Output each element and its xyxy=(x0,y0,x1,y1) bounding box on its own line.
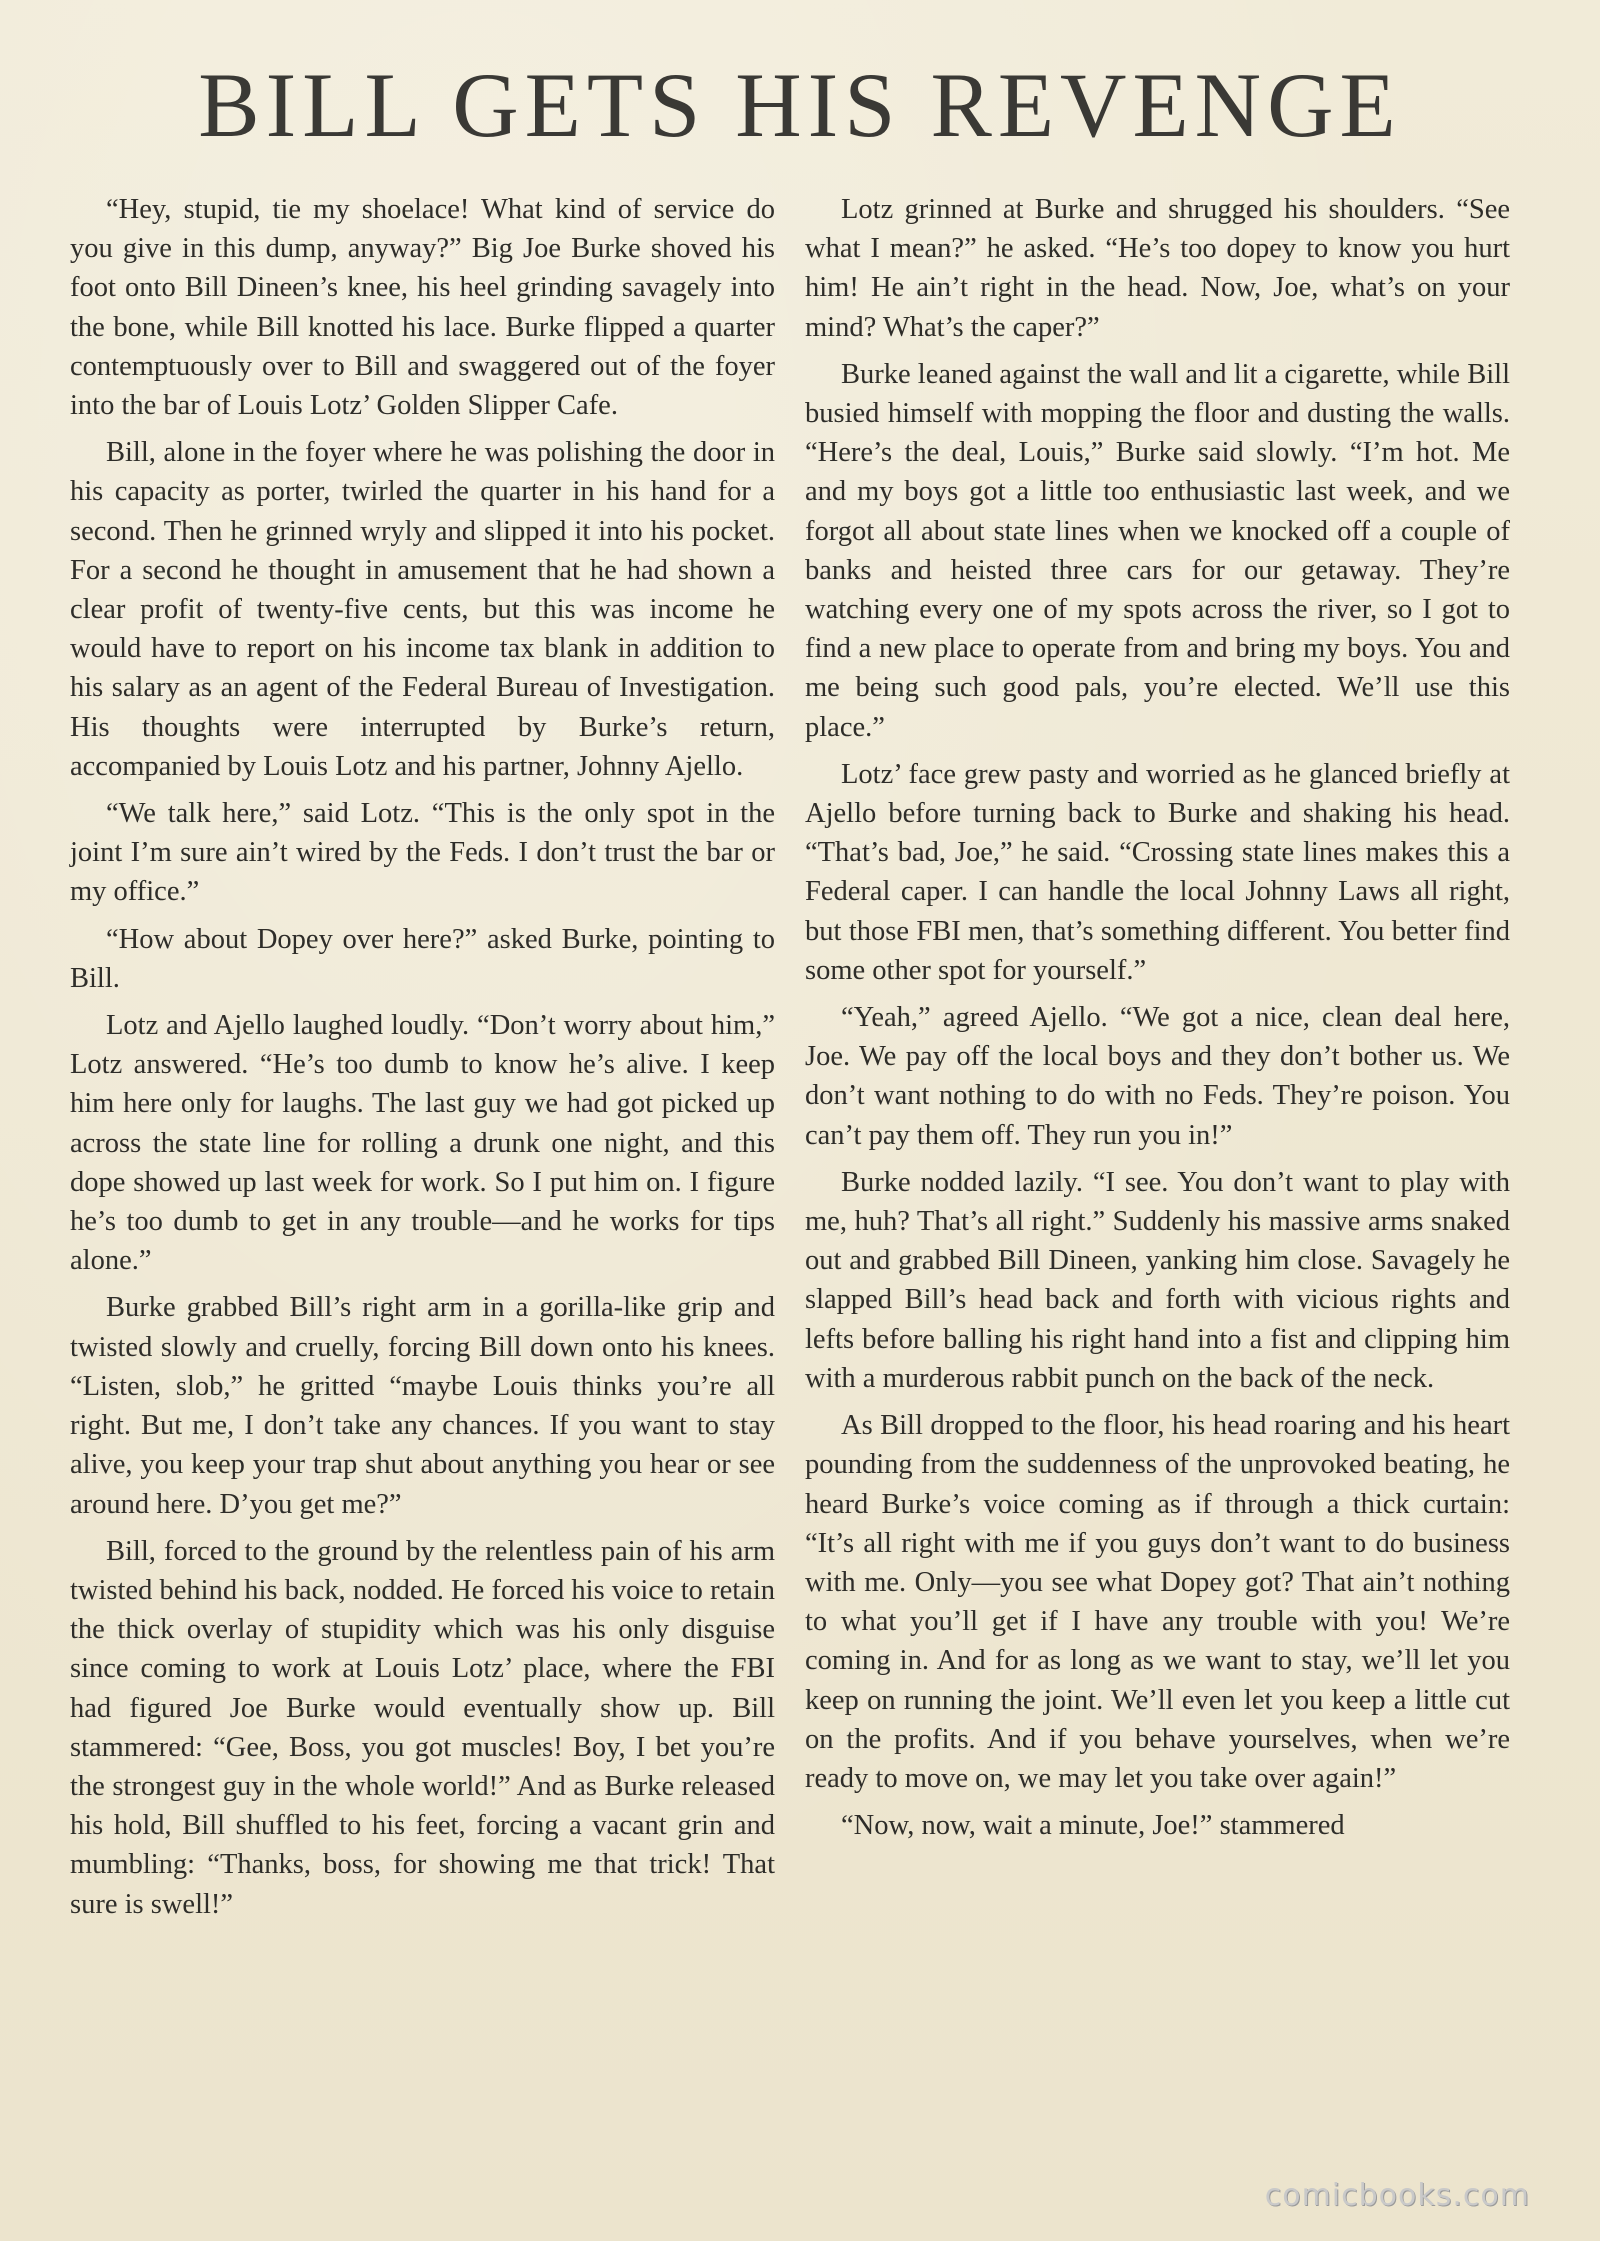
paragraph: Burke grabbed Bill’s right arm in a gorilla-like grip and twisted slowly and cruelly, forcing Bill down onto his knees. “Listen, slob,” he gritted “maybe Louis thinks you’re all right. But me, I don’t take any chances. If you want to stay alive, you keep your trap shut about anything you hear or see around here. D’you get me?” xyxy=(70,1292,775,1520)
paragraph: Burke leaned against the wall and lit a cigarette, while Bill busied himself with mopping the floor and dusting the walls. “Here’s the deal, Louis,” Burke said slowly. “I’m hot. Me and my boys got a little too enthusiastic last week, and we forgot all about state lines when we knocked off a couple of banks and heisted three cars for our getaway. They’re watching every one of my spots across the river, so I got to find a new place to operate from and bring my boys. You and me being such good pals, you’re elected. We’ll use this place.” xyxy=(805,358,1510,743)
paragraph: “Hey, stupid, tie my shoelace! What kind of service do you give in this dump, anyway?” Big Joe Burke shoved his foot onto Bill Dineen’s knee, his heel grinding savagely into the bone, while Bill knotted his lace. Burke flipped a quarter contemptuously over to Bill and swaggered out of the foyer into the bar of Louis Lotz’ Golden Slipper Cafe. xyxy=(70,194,775,422)
text-columns xyxy=(70,190,1510,2180)
paragraph: As Bill dropped to the floor, his head roaring and his heart pounding from the suddenness of the unprovoked beating, he heard Burke’s voice coming as if through a thick curtain: “It’s all right with me if you guys don’t want to do business with me. Only—you see what Dopey got? That ain’t nothing to what you’ll get if I have any trouble with you! We’re coming in. And for as long as we want to stay, we’ll let you keep on running the joint. We’ll even let you keep a little cut on the profits. And if you behave yourselves, when we’re ready to move on, we may let you take over again!” xyxy=(805,1410,1510,1794)
paragraph: Bill, forced to the ground by the relentless pain of his arm twisted behind his back, nodded. He forced his voice to retain the thick overlay of stupidity which was his only disguise since coming to work at Louis Lotz’ place, where the FBI had figured Joe Burke would eventually show up. Bill stammered: “Gee, Boss, you got muscles! Boy, I bet you’re the strongest guy in the whole world!” And as Burke released his hold, Bill shuffled to his feet, forcing a vacant grin and mumbling: “Thanks, boss, for showing me that trick! That sure is swell!” xyxy=(70,1535,775,1920)
paragraph: “How about Dopey over here?” asked Burke, pointing to Bill. xyxy=(70,923,775,994)
paragraph: “Now, now, wait a minute, Joe!” stammered xyxy=(841,1810,1345,1842)
paragraph: Lotz’ face grew pasty and worried as he glanced briefly at Ajello before turning back to Burke and shaking his head. “That’s bad, Joe,” he said. “Crossing state lines makes this a Federal caper. I can handle the local Johnny Laws all right, but those FBI men, that’s something different. You better find some other spot for yourself.” xyxy=(805,758,1510,986)
left-column xyxy=(70,190,775,2180)
watermark: comicbooks.com xyxy=(1264,2178,1530,2213)
right-column xyxy=(805,190,1510,2180)
paragraph: “We talk here,” said Lotz. “This is the only spot in the joint I’m sure ain’t wired by the Feds. I don’t trust the bar or my office.” xyxy=(70,798,775,908)
paragraph: Lotz and Ajello laughed loudly. “Don’t worry about him,” Lotz answered. “He’s too dumb to know he’s alive. I keep him here only for laughs. The last guy we had got picked up across the state line for rolling a drunk one night, and this dope showed up last week for work. So I put him on. I figure he’s too dumb to get in any trouble—and he works for tips alone.” xyxy=(70,1010,775,1277)
paragraph: Bill, alone in the foyer where he was polishing the door in his capacity as porter, twirled the quarter in his hand for a second. Then he grinned wryly and slipped it into his pocket. For a second he thought in amusement that he had shown a clear profit of twenty-five cents, but this was income he would have to report on his income tax blank in addition to his salary as an agent of the Federal Bureau of Investigation. His thoughts were interrupted by Burke’s return, accompanied by Louis Lotz and his partner, Johnny Ajello. xyxy=(70,437,775,782)
story-title: BILL GETS HIS REVENGE xyxy=(198,54,1402,156)
paragraph: Burke nodded lazily. “I see. You don’t want to play with me, huh? That’s all right.” Suddenly his massive arms snaked out and grabbed Bill Dineen, yanking him close. Savagely he slapped Bill’s head back and forth with vicious rights and lefts before balling his right hand into a fist and clipping him with a murderous rabbit punch on the back of the neck. xyxy=(805,1166,1510,1394)
paragraph: “Yeah,” agreed Ajello. “We got a nice, clean deal here, Joe. We pay off the local boys and they don’t bother us. We don’t want nothing to do with no Feds. They’re poison. You can’t pay them off. They run you in!” xyxy=(805,1002,1510,1151)
paragraph: Lotz grinned at Burke and shrugged his shoulders. “See what I mean?” he asked. “He’s too dopey to know you hurt him! He ain’t right in the head. Now, Joe, what’s on your mind? What’s the caper?” xyxy=(805,194,1510,343)
